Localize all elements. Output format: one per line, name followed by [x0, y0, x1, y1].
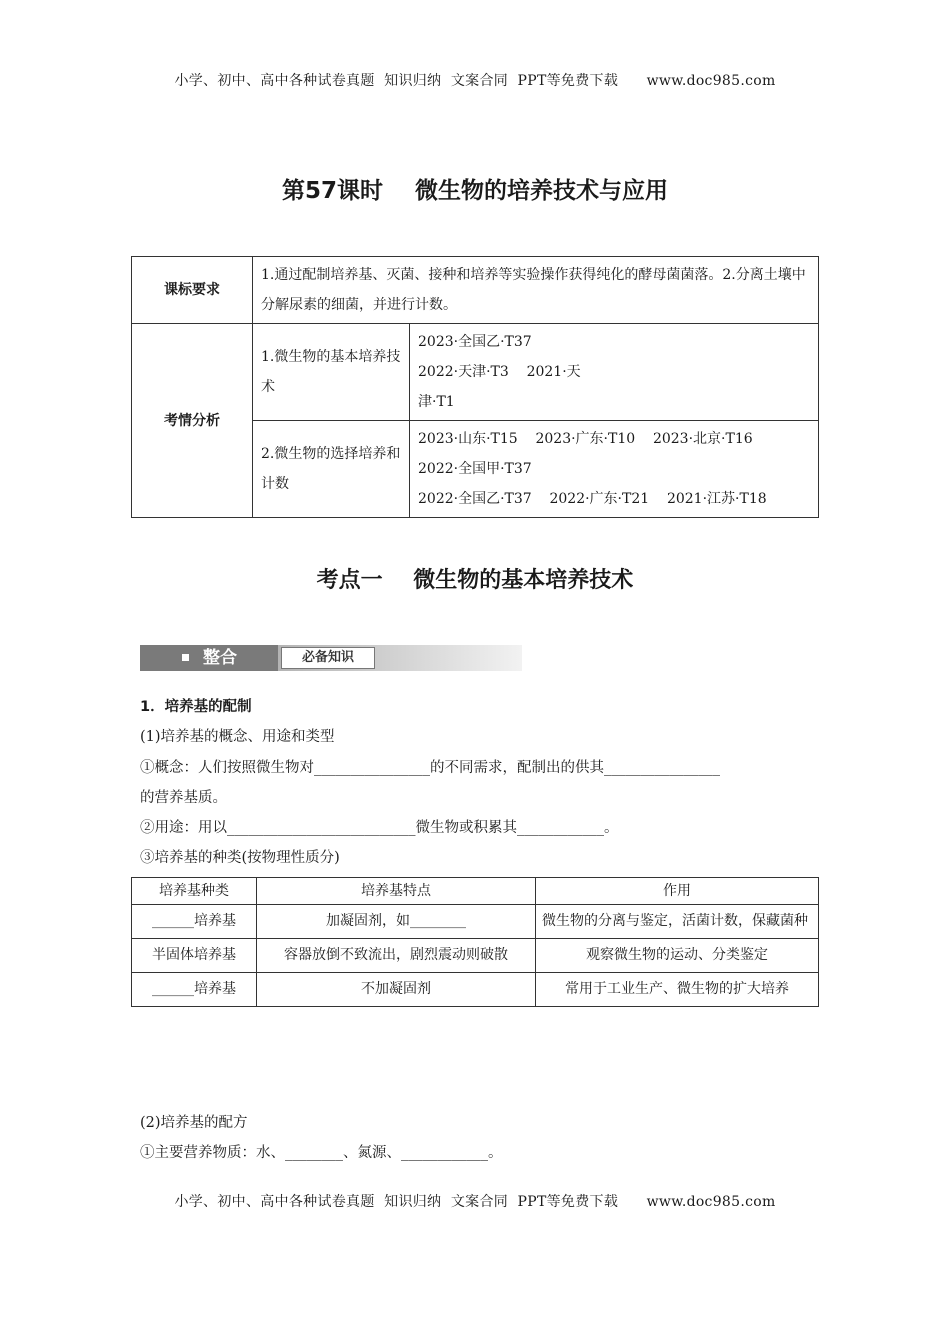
table-cell: 容器放倒不致流出，剧烈震动则破散: [257, 939, 536, 973]
exam-line: 2022·全国乙·T37 2022·广东·T21 2021·江苏·T18: [418, 491, 767, 507]
page-header: 小学、初中、高中各种试卷真题 知识归纳 文案合同 PPT等免费下载 www.doc985.com: [174, 73, 776, 89]
heading-1: 1．培养基的配制: [140, 699, 252, 715]
table-cell: ______培养基: [132, 905, 257, 939]
topic-2-exams: [410, 421, 819, 518]
table-cell: ______培养基: [132, 973, 257, 1007]
column-header: 培养基种类: [132, 878, 257, 905]
knowledge-banner: [140, 645, 522, 671]
paragraph: (1)培养基的概念、用途和类型: [140, 729, 335, 745]
banner-tag: 必备知识: [281, 647, 375, 669]
exam-analysis-header: 考情分析: [132, 324, 253, 518]
page-footer: 小学、初中、高中各种试卷真题 知识归纳 文案合同 PPT等免费下载 www.doc985.com: [174, 1194, 776, 1210]
table-row: [132, 973, 819, 1007]
exam-line: 2023·全国乙·T37: [418, 334, 532, 350]
table-cell: 常用于工业生产、微生物的扩大培养: [536, 973, 819, 1007]
paragraph: ①主要营养物质：水、________、氮源、____________。: [140, 1145, 503, 1161]
exam-line: 2022·天津·T3 2021·天: [418, 364, 581, 380]
paragraph: ①概念：人们按照微生物对________________的不同需求，配制出的供其________________: [140, 760, 720, 776]
requirements-table: [131, 256, 819, 518]
topic-1-exams: [410, 324, 819, 421]
curriculum-content: 1.通过配制培养基、灭菌、接种和培养等实验操作获得纯化的酵母菌菌落。2.分离土壤中分解尿素的细菌，并进行计数。: [253, 257, 819, 324]
table-row: [132, 257, 819, 324]
banner-main: [140, 645, 278, 671]
topic-1-label: 1.微生物的基本培养技术: [253, 324, 410, 421]
paragraph: ②用途：用以__________________________微生物或积累其____________。: [140, 820, 619, 836]
table-cell: 观察微生物的运动、分类鉴定: [536, 939, 819, 973]
square-bullet-icon: [182, 654, 189, 661]
column-header: 作用: [536, 878, 819, 905]
table-row: [132, 939, 819, 973]
banner-main-label: 整合: [203, 648, 237, 668]
section-title: 考点一 微生物的基本培养技术: [316, 568, 634, 593]
paragraph: (2)培养基的配方: [140, 1115, 248, 1131]
table-cell: 半固体培养基: [132, 939, 257, 973]
table-row: [132, 324, 819, 421]
media-types-table: [131, 877, 819, 1007]
table-row: [132, 905, 819, 939]
paragraph: 的营养基质。: [140, 790, 227, 806]
curriculum-header: 课标要求: [132, 257, 253, 324]
table-cell: 加凝固剂，如________: [257, 905, 536, 939]
table-cell: 微生物的分离与鉴定，活菌计数，保藏菌种: [536, 905, 819, 939]
exam-line: 津·T1: [418, 394, 455, 410]
column-header: 培养基特点: [257, 878, 536, 905]
lesson-title: 第57课时 微生物的培养技术与应用: [281, 178, 669, 204]
table-header-row: [132, 878, 819, 905]
topic-2-label: 2.微生物的选择培养和计数: [253, 421, 410, 518]
exam-line: 2023·山东·T15 2023·广东·T10 2023·北京·T16: [418, 431, 753, 447]
paragraph: ③培养基的种类(按物理性质分): [140, 850, 340, 866]
exam-line: 2022·全国甲·T37: [418, 461, 532, 477]
table-cell: 不加凝固剂: [257, 973, 536, 1007]
